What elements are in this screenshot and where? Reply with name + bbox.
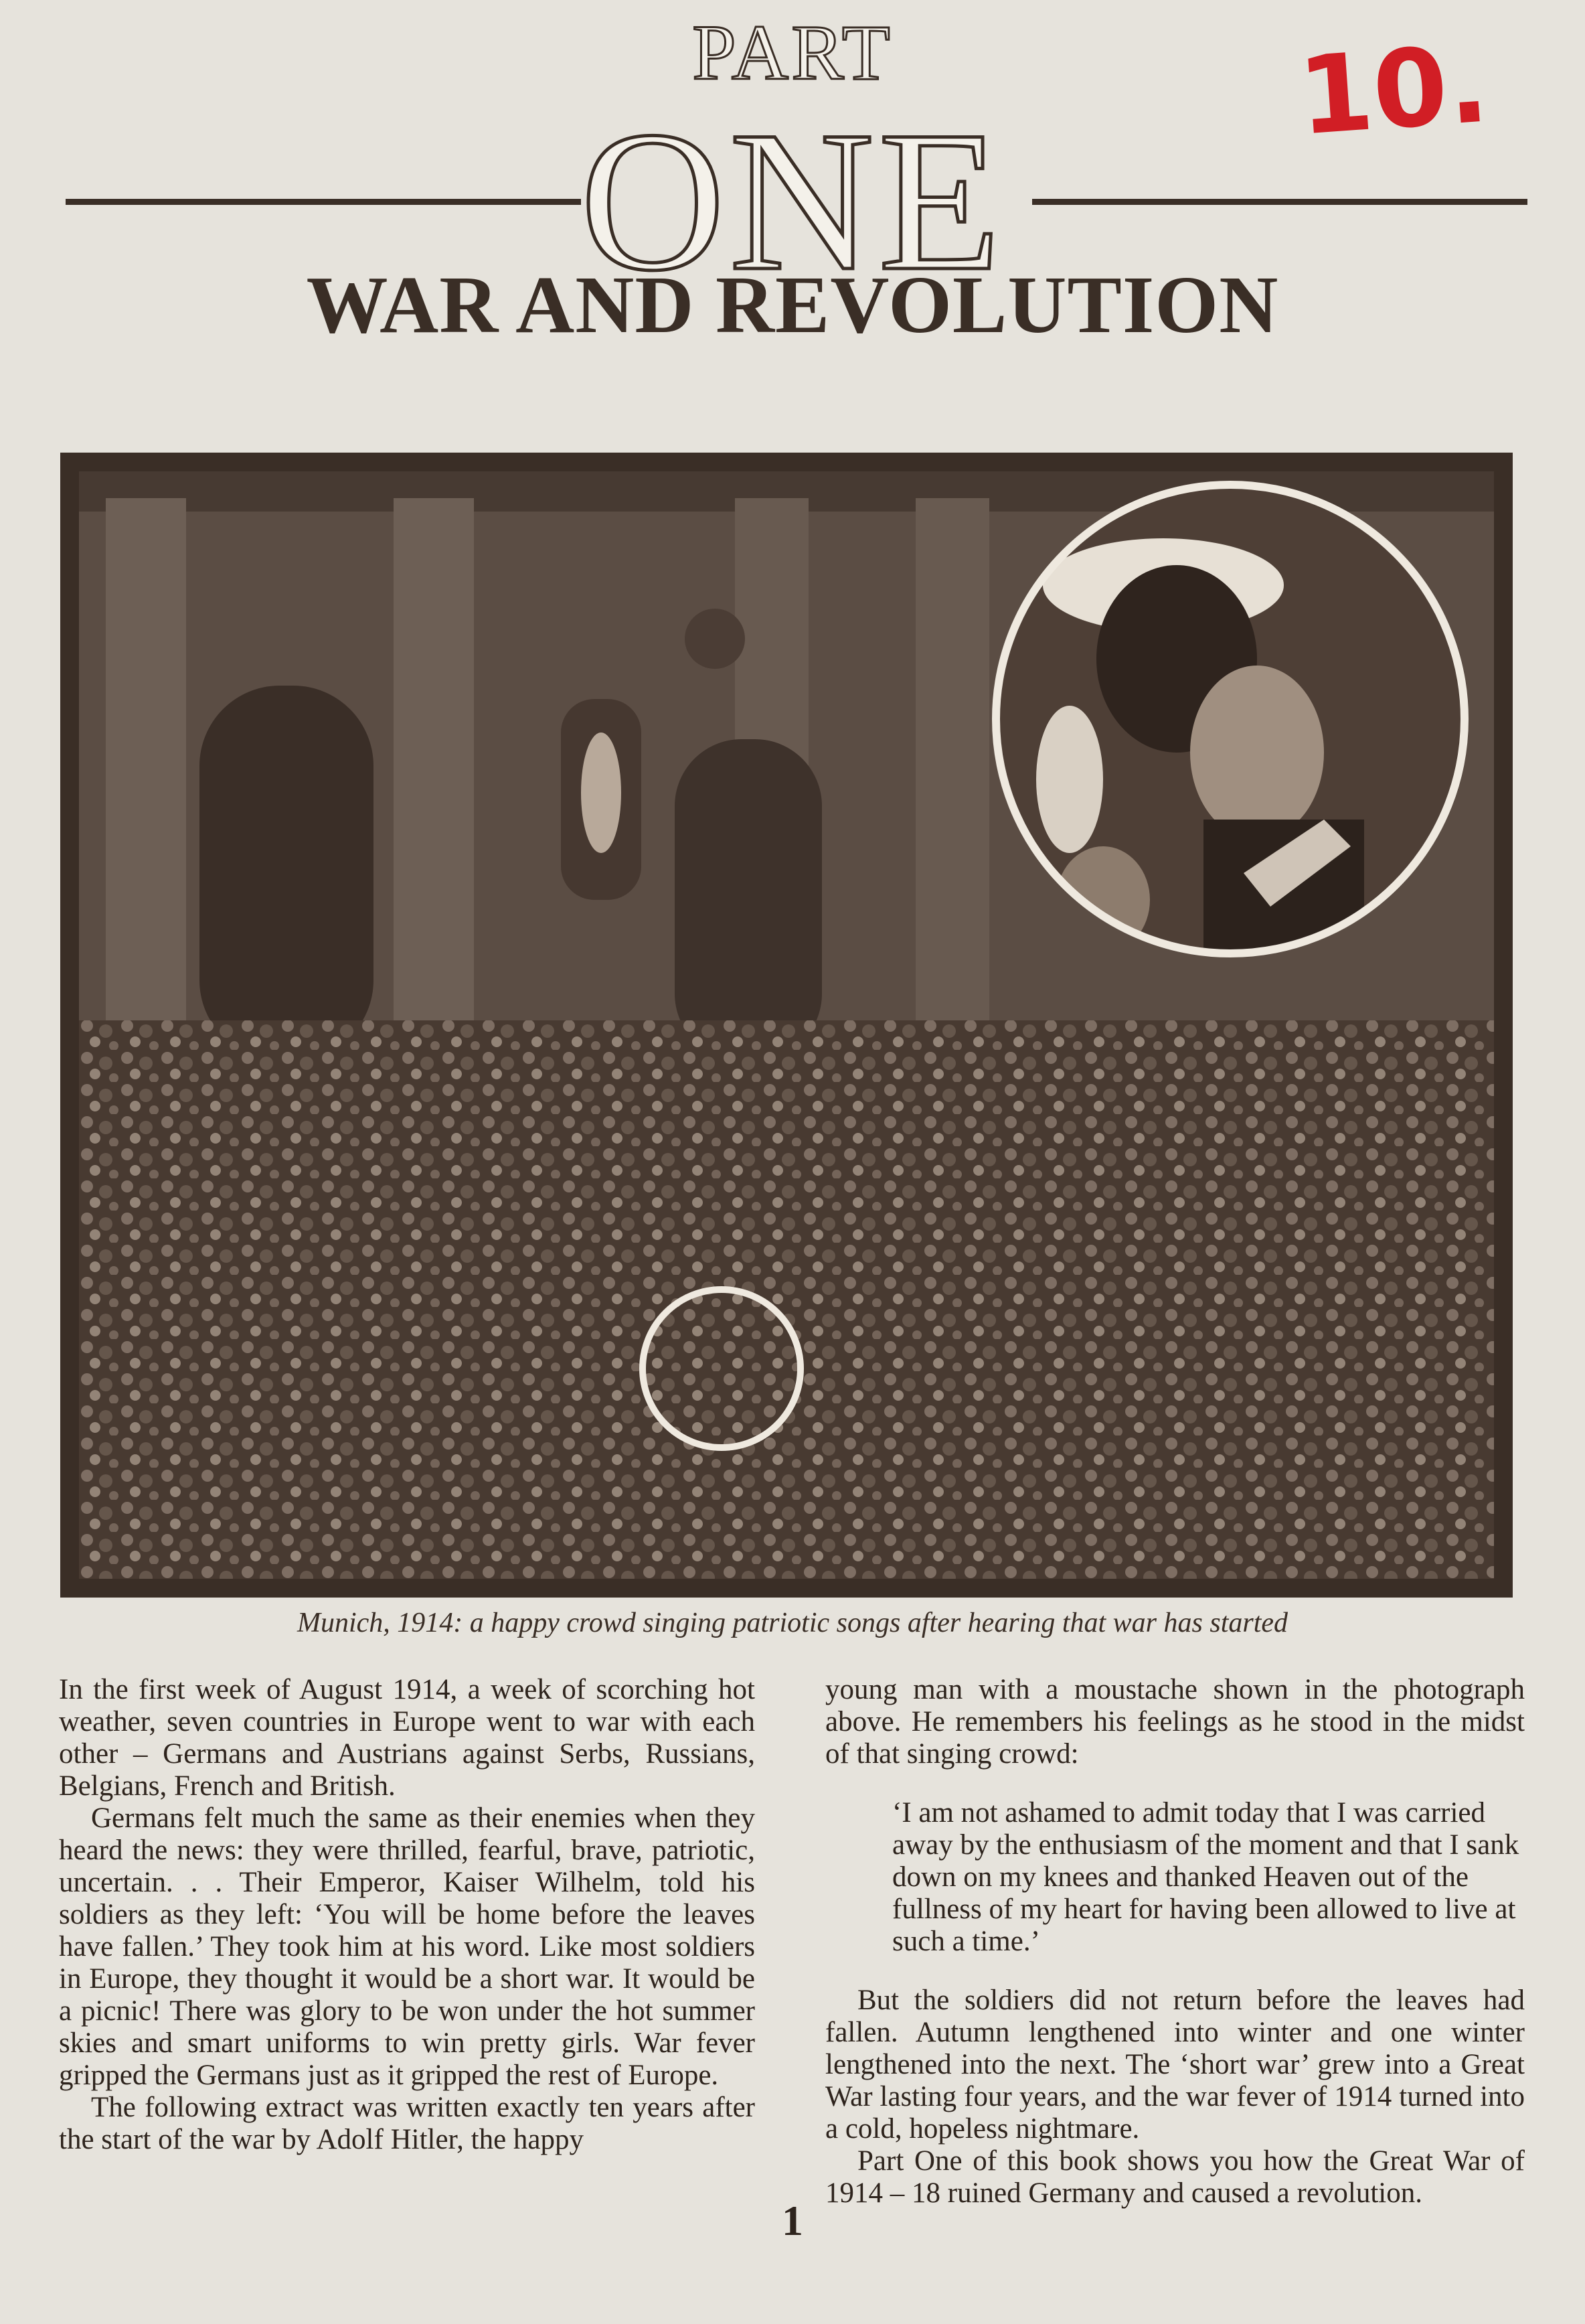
handwritten-page-note: 10. xyxy=(1294,21,1493,159)
hitler-quote: ‘I am not ashamed to admit today that I was carried away by the enthusiasm of the moment and that I sank down on my knees and thanked Heaven out of the fullness of my heart for having been allowed to live at such a time.’ xyxy=(892,1797,1519,1957)
paragraph: But the soldiers did not return before the leaves had fallen. Autumn lengthened into winter and one winter lengthened into the next. The ‘short war’ grew into a Great War lasting four years, and the war fever of 1914 turned into a cold, hopeless nightmare. xyxy=(825,1985,1525,2145)
part-label: PART xyxy=(692,9,893,96)
left-column xyxy=(59,1674,755,2156)
paragraph: In the first week of August 1914, a week of scorching hot weather, seven countries in Europe went to war with each other – Germans and Austrians against Serbs, Russians, Belgians, French and British. xyxy=(59,1674,755,1802)
paragraph: young man with a moustache shown in the photograph above. He remembers his feelings as he stood in the midst of that singing crowd: xyxy=(825,1674,1525,1770)
page-number: 1 xyxy=(782,2197,803,2244)
paragraph: Germans felt much the same as their enemies when they heard the news: they were thrilled, fearful, brave, patriotic, uncertain. . . Their Emperor, Kaiser Wilhelm, told his soldiers as they left: ‘You will be home before the leaves have fallen.’ They took him at his word. Like most soldiers in Europe, they thought it would be a short war. It would be a picnic! There was glory to be won under the hot summer skies and smart uniforms to win pretty girls. War fever gripped the Germans just as it gripped the rest of Europe. xyxy=(59,1802,755,2091)
photograph xyxy=(60,453,1513,1598)
paragraph: Part One of this book shows you how the Great War of 1914 – 18 ruined Germany and caused a revolution. xyxy=(825,2145,1525,2209)
chapter-title: WAR AND REVOLUTION xyxy=(306,260,1279,350)
paragraph: The following extract was written exactly ten years after the start of the war by Adolf Hitler, the happy xyxy=(59,2092,755,2155)
photo-illustration xyxy=(79,471,1494,1579)
right-column xyxy=(825,1674,1525,2210)
photo-caption: Munich, 1914: a happy crowd singing patriotic songs after hearing that war has started xyxy=(297,1608,1288,1638)
part-number: ONE xyxy=(580,90,1005,312)
